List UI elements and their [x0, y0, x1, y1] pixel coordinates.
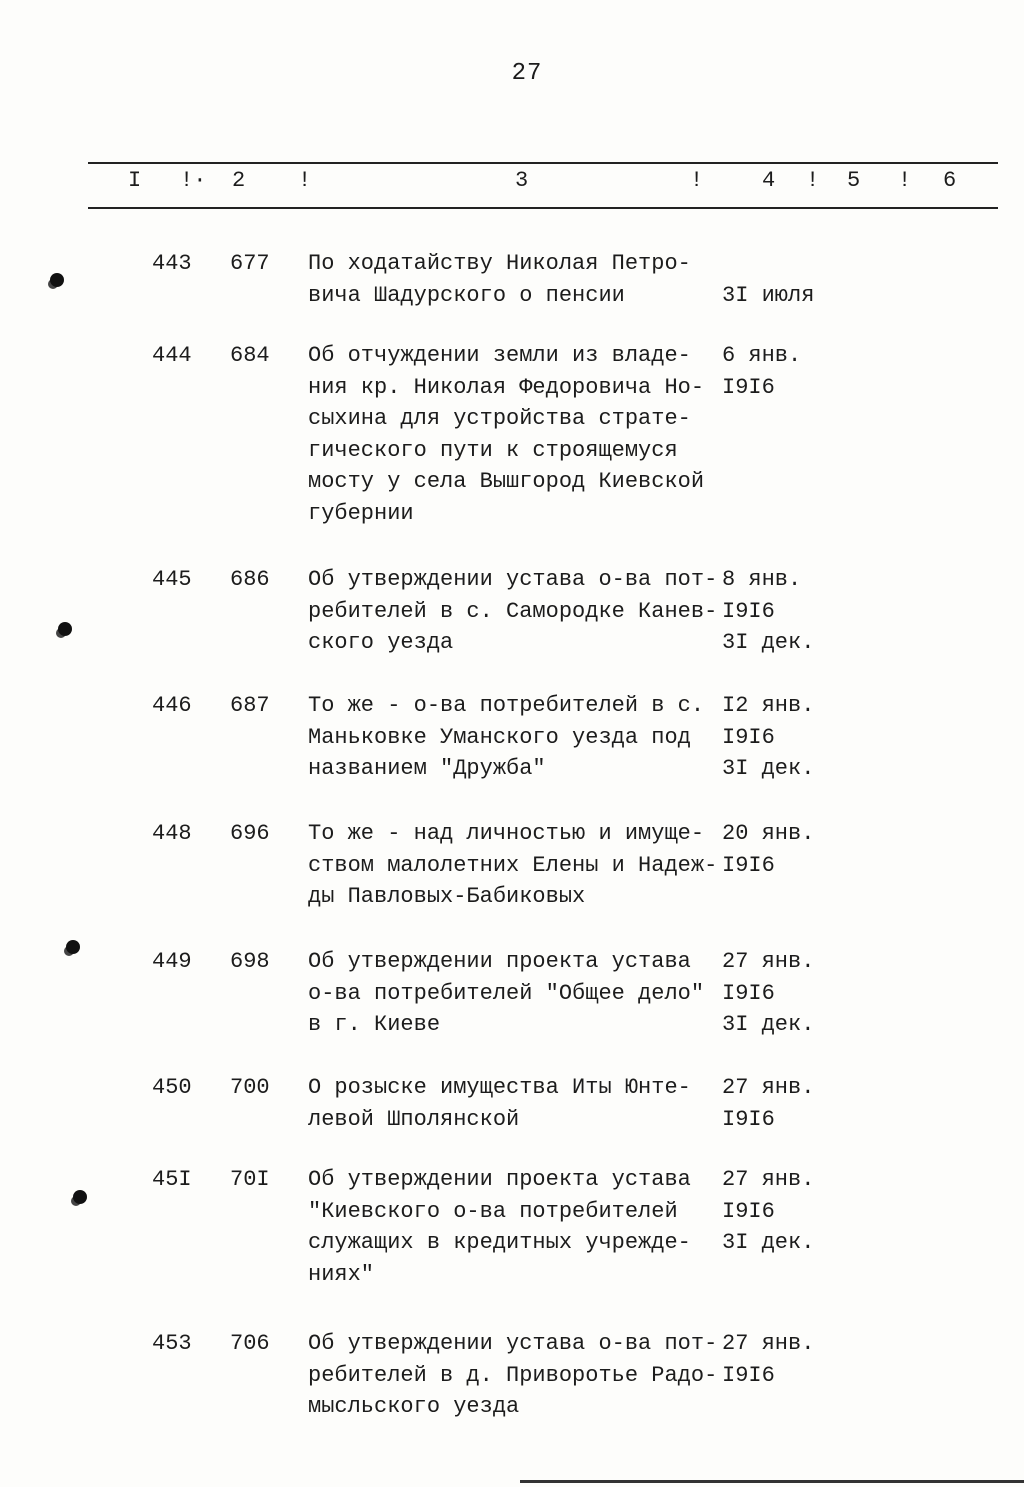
title-line: Об утверждении проекта устава — [308, 1167, 691, 1192]
date-line: 27 янв. — [722, 1167, 815, 1192]
record-dates — [722, 564, 832, 659]
file-number: 696 — [230, 821, 270, 846]
punch-hole-icon — [66, 940, 80, 954]
header-col-2: 2 — [232, 168, 246, 193]
date-line: I9I6 — [722, 1362, 775, 1388]
date-line: 3I дек. — [722, 756, 815, 781]
record-number: 444 — [152, 343, 192, 368]
date-line: 6 янв. — [722, 343, 802, 368]
header-separator-1: !· — [180, 168, 207, 193]
header-col-6: 6 — [943, 168, 957, 193]
record-number: 449 — [152, 949, 192, 974]
date-line: 3I июля — [722, 282, 815, 308]
date-line: I2 янв. — [722, 693, 815, 718]
date-line — [722, 248, 832, 280]
record-title — [308, 1164, 718, 1290]
date-line: 8 янв. — [722, 567, 802, 592]
header-col-4: 4 — [762, 168, 776, 193]
record-number: 443 — [152, 251, 192, 276]
title-line: ниях" — [308, 1261, 375, 1287]
title-line: "Киевского о-ва потребителей — [308, 1198, 678, 1224]
scan-edge — [520, 1480, 1024, 1483]
title-line: губернии — [308, 500, 414, 526]
file-number: 70I — [230, 1167, 270, 1192]
title-line: О розыске имущества Иты Юнте- — [308, 1075, 691, 1100]
date-line: I9I6 — [722, 724, 775, 750]
file-number: 706 — [230, 1331, 270, 1356]
date-line: 27 янв. — [722, 1331, 815, 1356]
file-number: 677 — [230, 251, 270, 276]
date-line: I9I6 — [722, 598, 775, 624]
date-line: I9I6 — [722, 374, 775, 400]
record-title — [308, 1072, 718, 1135]
title-line: ды Павловых-Бабиковых — [308, 884, 586, 909]
title-line: служащих в кредитных учрежде- — [308, 1230, 691, 1255]
title-line: вича Шадурского о пенсии — [308, 282, 625, 308]
title-line: Об утверждении устава о-ва пот- — [308, 1331, 718, 1356]
title-line: гического пути к строящемуся — [308, 437, 678, 463]
title-line: Об отчуждении земли из владе- — [308, 343, 691, 368]
date-line: 27 янв. — [722, 1075, 815, 1100]
page-number: 27 — [511, 60, 543, 87]
title-line: мосту у села Вышгород Киевской — [308, 469, 705, 494]
record-dates — [722, 1072, 832, 1135]
title-line: в г. Киеве — [308, 1012, 441, 1037]
record-dates — [722, 340, 832, 403]
record-title — [308, 818, 718, 913]
file-number: 698 — [230, 949, 270, 974]
header-col-5: 5 — [847, 168, 861, 193]
record-title — [308, 340, 718, 529]
record-dates — [722, 818, 832, 881]
header-separator-4: ! — [806, 168, 820, 193]
title-line: левой Шполянской — [308, 1106, 520, 1132]
date-line: I9I6 — [722, 980, 775, 1006]
header-separator-5: ! — [898, 168, 912, 193]
date-line: 3I дек. — [722, 1012, 815, 1037]
record-number: 445 — [152, 567, 192, 592]
date-line: I9I6 — [722, 1198, 775, 1224]
header-col-3: 3 — [515, 168, 529, 193]
punch-hole-icon — [50, 273, 64, 287]
date-line: 3I дек. — [722, 630, 815, 655]
date-line: 27 янв. — [722, 949, 815, 974]
title-line: Об утверждении устава о-ва пот- — [308, 567, 718, 592]
title-line: Об утверждении проекта устава — [308, 949, 691, 974]
title-line: Маньковке Уманского уезда под — [308, 724, 691, 750]
title-line: ского уезда — [308, 630, 454, 655]
title-line: То же - о-ва потребителей в с. — [308, 693, 705, 718]
title-line: ребителей в с. Самородке Канев- — [308, 598, 718, 624]
record-dates — [722, 690, 832, 785]
file-number: 686 — [230, 567, 270, 592]
record-dates — [722, 248, 832, 311]
record-title — [308, 946, 718, 1041]
title-line: названием "Дружба" — [308, 756, 546, 781]
record-title — [308, 1328, 718, 1423]
title-line: о-ва потребителей "Общее дело" — [308, 980, 705, 1006]
punch-hole-icon — [58, 622, 72, 636]
record-dates — [722, 1164, 832, 1259]
title-line: ния кр. Николая Федоровича Но- — [308, 374, 705, 400]
record-title — [308, 564, 718, 659]
header-separator-2: ! — [298, 168, 312, 193]
record-title — [308, 690, 718, 785]
title-line: мысльского уезда — [308, 1394, 520, 1419]
header-separator-3: ! — [690, 168, 704, 193]
date-line: 20 янв. — [722, 821, 815, 846]
file-number: 687 — [230, 693, 270, 718]
record-dates — [722, 946, 832, 1041]
header-col-1: I — [128, 168, 142, 193]
date-line: 3I дек. — [722, 1230, 815, 1255]
title-line: сыхина для устройства страте- — [308, 406, 691, 431]
record-number: 45I — [152, 1167, 192, 1192]
title-line: То же - над личностью и имуще- — [308, 821, 705, 846]
punch-hole-icon — [73, 1190, 87, 1204]
record-number: 450 — [152, 1075, 192, 1100]
title-line: По ходатайству Николая Петро- — [308, 251, 691, 276]
record-dates — [722, 1328, 832, 1391]
title-line: ребителей в д. Приворотье Радо- — [308, 1362, 718, 1388]
title-line: ством малолетних Елены и Надеж- — [308, 852, 718, 878]
record-number: 453 — [152, 1331, 192, 1356]
record-number: 448 — [152, 821, 192, 846]
record-number: 446 — [152, 693, 192, 718]
date-line: I9I6 — [722, 852, 775, 878]
file-number: 700 — [230, 1075, 270, 1100]
record-title — [308, 248, 718, 311]
date-line: I9I6 — [722, 1106, 775, 1132]
file-number: 684 — [230, 343, 270, 368]
